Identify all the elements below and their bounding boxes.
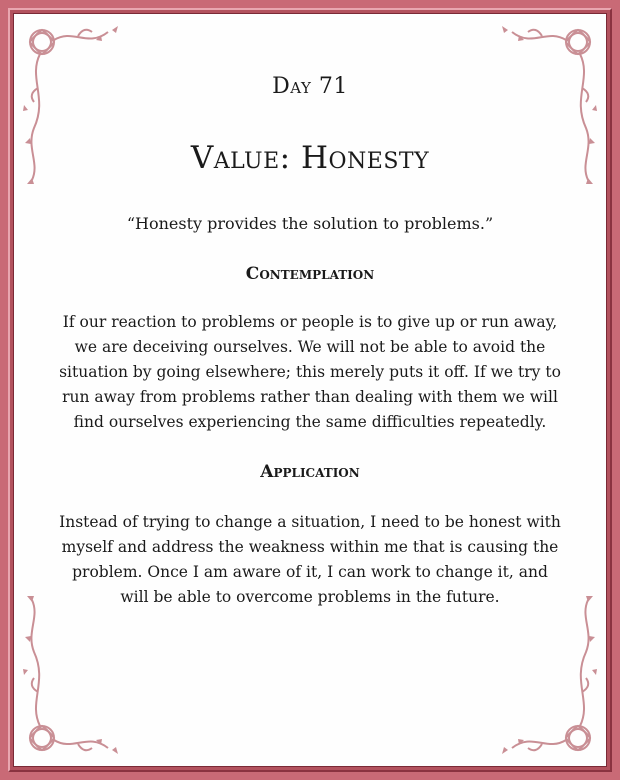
contemplation-heading: Contemplation (245, 264, 375, 284)
paragraph-line: we are deceiving ourselves. We will not be able to avoid the (74, 338, 546, 356)
paragraph-line: run away from problems rather than dealing with them we will (62, 388, 558, 406)
application-paragraph (54, 510, 566, 610)
paragraph-line: will be able to overcome problems in the future. (120, 588, 500, 606)
paragraph-line: If our reaction to problems or people is to give up or run away, (62, 313, 558, 331)
paragraph-line: myself and address the weakness within me that is causing the (61, 538, 559, 556)
paragraph-line: Instead of trying to change a situation, I need to be honest with (59, 513, 561, 531)
paragraph-line: find ourselves experiencing the same difficulties repeatedly. (73, 413, 547, 431)
contemplation-paragraph (54, 310, 566, 435)
paragraph-line: situation by going elsewhere; this merely puts it off. If we try to (59, 363, 561, 381)
corner-ornament-icon (492, 592, 602, 762)
quote: “Honesty provides the solution to problems.” (126, 214, 494, 233)
corner-ornament-icon (18, 592, 128, 762)
page-border (8, 8, 612, 772)
page-paper (13, 13, 607, 767)
day-label: Day 71 (272, 74, 348, 99)
value-title: Value: Honesty (190, 140, 430, 176)
paragraph-line: problem. Once I am aware of it, I can work to change it, and (72, 563, 548, 581)
application-heading: Application (260, 462, 360, 482)
